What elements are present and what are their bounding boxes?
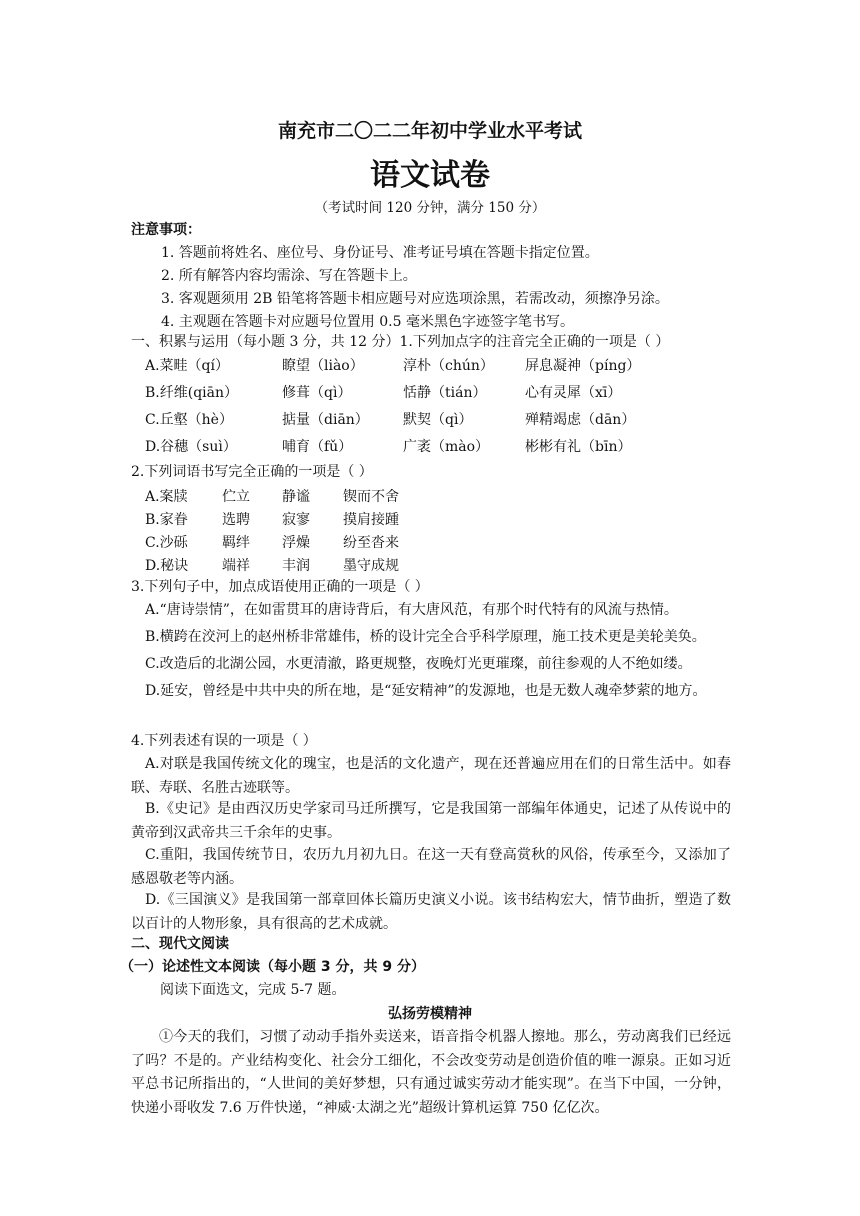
reading-instruction: 阅读下面选文，完成 5-7 题。 xyxy=(160,982,346,998)
article-paragraph: ①今天的我们，习惯了动动手指外卖送来，语音指令机器人擦地。那么，劳动离我们已经远了吗？不是的。产业结构变化、社会分工细化，不会改变劳动是创造价值的唯一源泉。正如习近平总书记所指出的，“人世间的美好梦想，只有通过诚实劳动才能实现”。在当下中国，一分钟，快递小哥收发 7.6 万件快递，“神威·太湖之光”超级计算机运算 750 亿亿次。 xyxy=(131,1029,731,1116)
q4-option: C.重阳，我国传统节日，农历九月初九日。在这一天有登高赏秋的风俗，传承至今，又添加了感恩敬老等内涵。 xyxy=(131,847,731,887)
option-cell: C.丘壑（hè） xyxy=(145,412,233,428)
article-title: 弘扬劳模精神 xyxy=(388,1006,472,1022)
q4-option: B.《史记》是由西汉历史学家司马迁所撰写，它是我国第一部编年体通史，记述了从传说中的黄帝到汉武帝共三千余年的史事。 xyxy=(131,801,731,841)
note-item: 3. 客观题须用 2B 铅笔将答题卡相应题号对应选项涂黑，若需改动，须擦净另涂。 xyxy=(161,291,669,307)
option-cell: 哺育（fǔ） xyxy=(282,439,353,455)
exam-title: 南充市二〇二二年初中学业水平考试 xyxy=(277,120,582,142)
option-cell: 端祥 xyxy=(222,558,250,574)
q3-option: B.横跨在洨河上的赵州桥非常雄伟，桥的设计完全合乎科学原理，施工技术更是美轮美奂。 xyxy=(145,629,706,645)
option-cell: A.菜畦（qí） xyxy=(145,358,229,374)
q3-stem: 3.下列句子中，加点成语使用正确的一项是（ ） xyxy=(131,579,429,595)
option-cell: 恬静（tián） xyxy=(403,385,487,401)
section2-heading: 二、现代文阅读 xyxy=(131,936,229,952)
q3-option: D.延安，曾经是中共中央的所在地，是“延安精神”的发源地，也是无数人魂牵梦萦的地方。 xyxy=(145,683,707,699)
notes-heading: 注意事项： xyxy=(131,222,201,238)
note-item: 4. 主观题在答题卡对应题号位置用 0.5 毫米黑色字迹签字笔书写。 xyxy=(161,314,574,330)
option-cell: B.家眷 xyxy=(145,512,188,528)
option-cell: 静谧 xyxy=(282,489,310,505)
option-cell: 修葺（qì） xyxy=(282,385,352,401)
option-cell: 锲而不舍 xyxy=(343,489,399,505)
note-item: 1. 答题前将姓名、座位号、身份证号、准考证号填在答题卡指定位置。 xyxy=(161,245,599,261)
option-cell: 默契（qì） xyxy=(403,412,473,428)
option-cell: 屏息凝神（píng） xyxy=(525,358,641,374)
option-cell: A.案牍 xyxy=(145,489,188,505)
option-cell: D.谷穗（suì） xyxy=(145,439,237,455)
option-cell: 选聘 xyxy=(222,512,250,528)
q2-stem: 2.下列词语书写完全正确的一项是（ ） xyxy=(131,464,373,480)
option-cell: D.秘诀 xyxy=(145,558,189,574)
option-cell: 羁绊 xyxy=(222,535,250,551)
q4-option: A.对联是我国传统文化的瑰宝，也是活的文化遗产，现在还普遍应用在们的日常生活中。如春联、寿联、名胜古迹联等。 xyxy=(131,756,731,796)
paper-title: 语文试卷 xyxy=(370,158,490,193)
option-cell: 摸肩接踵 xyxy=(343,512,399,528)
option-cell: 瞭望（liào） xyxy=(282,358,364,374)
note-item: 2. 所有解答内容均需涂、写在答题卡上。 xyxy=(161,268,417,284)
option-cell: C.沙砾 xyxy=(145,535,188,551)
option-cell: 浮燥 xyxy=(282,535,310,551)
exam-info: （考试时间 120 分钟，满分 150 分） xyxy=(314,200,546,216)
q4-option: D.《三国演义》是我国第一部章回体长篇历史演义小说。该书结构宏大，情节曲折，塑造了数以百计的人物形象，具有很高的艺术成就。 xyxy=(131,892,731,932)
option-cell: B.纤维(qiān） xyxy=(145,385,239,401)
q3-option: C.改造后的北湖公园，水更清澈，路更规整，夜晚灯光更璀璨，前往参观的人不绝如缕。 xyxy=(145,656,692,672)
option-cell: 伫立 xyxy=(222,489,250,505)
option-cell: 寂寥 xyxy=(282,512,310,528)
option-cell: 掂量（diān） xyxy=(282,412,369,428)
option-cell: 心有灵犀（xī） xyxy=(525,385,622,401)
option-cell: 墨守成规 xyxy=(343,558,399,574)
section1-heading: 一、积累与运用（每小题 3 分，共 12 分）1.下列加点字的注音完全正确的一项是（ ） xyxy=(131,334,670,350)
option-cell: 彬彬有礼（bīn） xyxy=(525,439,632,455)
section2-subheading: （一）论述性文本阅读（每小题 3 分，共 9 分） xyxy=(120,959,425,975)
option-cell: 纷至沓来 xyxy=(343,535,399,551)
option-cell: 殚精竭虑（dān） xyxy=(525,412,636,428)
q4-stem: 4.下列表述有误的一项是（ ） xyxy=(131,733,317,749)
option-cell: 广袤（mào） xyxy=(403,439,490,455)
option-cell: 淳朴（chún） xyxy=(403,358,494,374)
option-cell: 丰润 xyxy=(282,558,310,574)
q3-option: A.“唐诗崇情”，在如雷贯耳的唐诗背后，有大唐风范，有那个时代特有的风流与热情。 xyxy=(145,602,678,618)
